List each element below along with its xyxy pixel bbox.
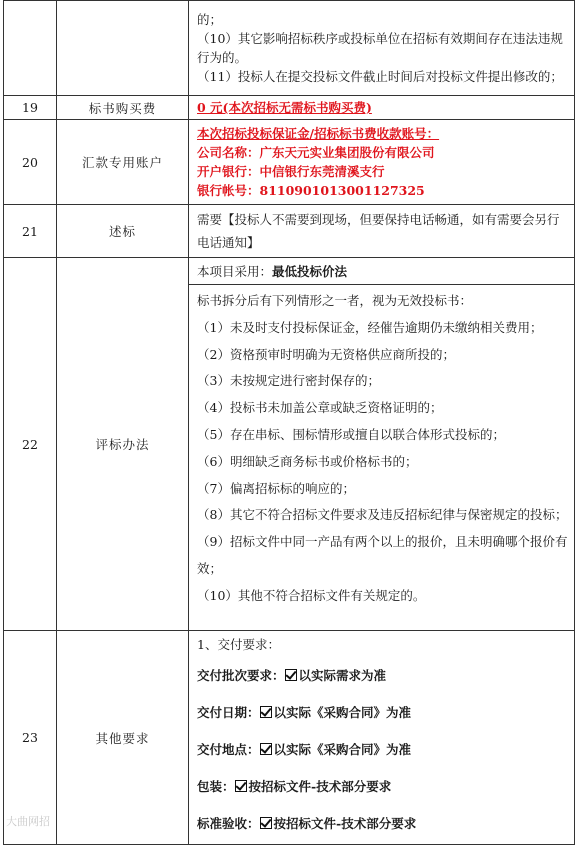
delivery-location — [197, 731, 570, 768]
row-number-cell: 23 — [4, 631, 57, 845]
watermark: 大曲网招 — [6, 815, 50, 828]
checked-box-icon — [260, 817, 272, 829]
row-number-cell: 22 — [4, 258, 57, 631]
list-item: （1）未及时支付投标保证金，经催告逾期仍未缴纳相关费用； — [197, 319, 543, 335]
list-item: （4）投标书未加盖公章或缺乏资格证明的； — [197, 400, 443, 416]
checked-box-icon — [285, 669, 297, 681]
list-item: （8）其它不符合招标文件要求及违反招标纪律与保密规定的投标； — [197, 507, 568, 523]
item-label: 交付日期： — [197, 705, 260, 720]
delivery-date — [197, 694, 570, 731]
remittance-account-info — [189, 120, 575, 205]
bank-name: 开户银行：中信银行东莞清溪支行 — [197, 164, 385, 179]
row-number-cell — [4, 1, 57, 96]
row-name-cell: 标书购买费 — [57, 96, 189, 120]
table-row-19 — [4, 96, 575, 120]
text-line: （11）投标人在提交投标文件截止时间后对投标文件提出修改的； — [197, 69, 563, 84]
evaluation-method — [189, 258, 575, 631]
table-row-23 — [4, 631, 575, 845]
row-18-content — [189, 1, 575, 96]
table-row-21 — [4, 205, 575, 258]
item-value: 以实际《采购合同》为准 — [273, 705, 412, 720]
item-label: 标准验收： — [197, 816, 260, 831]
method-prefix: 本项目采用： — [197, 264, 273, 279]
text-line: 的； — [197, 12, 223, 27]
acceptance-standard — [197, 805, 570, 842]
presentation-requirement — [189, 205, 575, 258]
item-label: 包装： — [197, 779, 235, 794]
row-number-cell: 20 — [4, 120, 57, 205]
text-line: （10）其它影响招标秩序或投标单位在招标有效期间存在违法违规行为的。 — [197, 31, 563, 65]
list-item: （3）未按规定进行密封保存的； — [197, 373, 380, 389]
account-heading: 本次招标投标保证金/招标标书费收款账号： — [197, 126, 440, 141]
row-number-cell: 21 — [4, 205, 57, 258]
list-item: （9）招标文件中同一产品有两个以上的报价，且未明确哪个报价有效； — [197, 534, 568, 576]
row-name-cell: 其他要求 — [57, 631, 189, 845]
table-row-20 — [4, 120, 575, 205]
packaging — [197, 768, 570, 805]
row-number-cell: 19 — [4, 96, 57, 120]
table-row-18 — [4, 1, 575, 96]
delivery-intro: 1、交付要求： — [197, 637, 280, 652]
tender-info-table — [3, 0, 575, 845]
checked-box-icon — [260, 706, 272, 718]
bank-account-number: 银行帐号：8110901013001127325 — [197, 183, 425, 198]
invalid-bid-list — [189, 284, 574, 613]
item-value: 按招标文件-技术部分要求 — [248, 779, 392, 794]
item-label: 交付批次要求： — [197, 668, 285, 683]
row-name-cell: 述标 — [57, 205, 189, 258]
company-name: 公司名称：广东天元实业集团股份有限公司 — [197, 145, 435, 160]
list-item: （6）明细缺乏商务标书或价格标书的； — [197, 453, 418, 469]
list-item: （7）偏离招标标的响应的； — [197, 480, 355, 496]
item-value: 按招标文件-技术部分要求 — [273, 816, 417, 831]
row-name-cell: 汇款专用账户 — [57, 120, 189, 205]
method-line — [197, 258, 570, 284]
list-item: 标书拆分后有下列情形之一者，视为无效投标书： — [197, 293, 473, 308]
row-name-cell: 评标办法 — [57, 258, 189, 631]
delivery-batch — [197, 657, 570, 694]
list-item: （2）资格预审时明确为无资格供应商所投的； — [197, 346, 455, 362]
row-name-cell — [57, 1, 189, 96]
tender-fee-text: 0 元(本次招标无需标书购买费) — [197, 100, 372, 115]
list-item: （5）存在串标、围标情形或擅自以联合体形式投标的； — [197, 426, 505, 442]
table-row-22 — [4, 258, 575, 631]
checked-box-icon — [260, 743, 272, 755]
presentation-text: 需要【投标人不需要到现场，但要保持电话畅通，如有需要会另行电话通知】 — [197, 212, 560, 250]
other-requirements — [189, 631, 575, 845]
item-value: 以实际需求为准 — [298, 668, 387, 683]
list-item: （10）其他不符合招标文件有关规定的。 — [197, 587, 426, 603]
method-value: 最低投标价法 — [272, 264, 348, 279]
tender-fee-value — [189, 96, 575, 120]
item-value: 以实际《采购合同》为准 — [273, 742, 412, 757]
item-label: 交付地点： — [197, 742, 260, 757]
checked-box-icon — [235, 780, 247, 792]
